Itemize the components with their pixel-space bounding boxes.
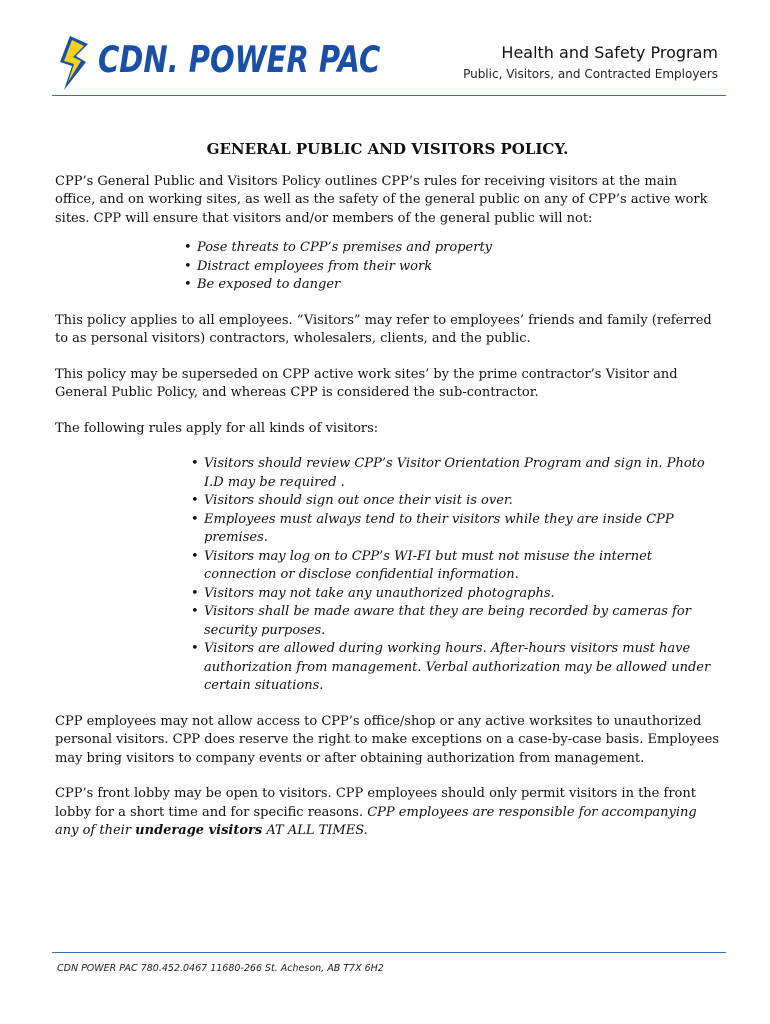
company-logo <box>56 34 381 92</box>
list-item: • Be exposed to danger <box>197 276 720 295</box>
list-item: • Visitors shall be made aware that they are being recorded by cameras for security purposes. <box>204 603 720 640</box>
footer-divider <box>52 952 726 953</box>
footer-contact: CDN POWER PAC 780.452.0467 11680-266 St. Acheson, AB T7X 6H2 <box>57 963 384 974</box>
document-header <box>463 42 718 84</box>
list-item: • Visitors should sign out once their visit is over. <box>204 492 720 511</box>
header-divider <box>52 95 726 96</box>
logo-text: CDN. POWER PAC <box>98 38 381 81</box>
header-title: Health and Safety Program <box>501 43 718 62</box>
underage-visitors-emphasis: underage visitors <box>135 823 263 838</box>
list-item: • Employees must always tend to their visitors while they are inside CPP premises. <box>204 511 720 548</box>
list-item: • Distract employees from their work <box>197 258 720 277</box>
rules-intro-paragraph: The following rules apply for all kinds of visitors: <box>55 420 379 436</box>
lobby-italic-text: CPP employees are responsible for accompanying any of their <box>55 804 697 838</box>
applies-paragraph: This policy applies to all employees. “Visitors” may refer to employees’ friends and family (referred to as personal visitors) contractors, wholesalers, clients, and the public. <box>55 312 712 346</box>
lobby-text: CPP’s front lobby may be open to visitors. CPP employees should only permit visitors in the front lobby for a short time and for specific reasons. <box>55 786 696 820</box>
header-subtitle: Public, Visitors, and Contracted Employers <box>463 67 718 81</box>
access-paragraph: CPP employees may not allow access to CPP’s office/shop or any active worksites to unauthorized personal visitors. CPP does reserve the right to make exceptions on a case-by-case basis. Employees may bring visitors to company events or after obtaining authorization from management. <box>55 713 720 766</box>
visitor-rules-list <box>204 455 720 696</box>
will-not-list <box>197 239 720 295</box>
lightning-bolt-icon <box>56 34 100 92</box>
page-title: GENERAL PUBLIC AND VISITORS POLICY. <box>206 140 569 158</box>
list-item: • Visitors may log on to CPP’s WI-FI but must not misuse the internet connection or disclose confidential information. <box>204 548 720 585</box>
superseded-paragraph: This policy may be superseded on CPP active work sites’ by the prime contractor’s Visitor and General Public Policy, and whereas CPP is considered the sub-contractor. <box>55 366 678 400</box>
list-item: • Visitors are allowed during working hours. After-hours visitors must have authorization from management. Verbal authorization may be allowed under certain situations. <box>204 640 720 696</box>
document-body <box>55 140 720 858</box>
lobby-end-text: AT ALL TIMES. <box>262 823 368 838</box>
list-item: • Visitors should review CPP’s Visitor Orientation Program and sign in. Photo I.D may be required . <box>204 455 720 492</box>
list-item: • Pose threats to CPP’s premises and property <box>197 239 720 258</box>
intro-paragraph: CPP’s General Public and Visitors Policy outlines CPP’s rules for receiving visitors at the main office, and on working sites, as well as the safety of the general public on any of CPP’s active work sites. CPP will ensure that visitors and/or members of the general public will not: <box>55 173 708 226</box>
lobby-paragraph <box>55 785 720 841</box>
list-item: • Visitors may not take any unauthorized photographs. <box>204 585 720 604</box>
